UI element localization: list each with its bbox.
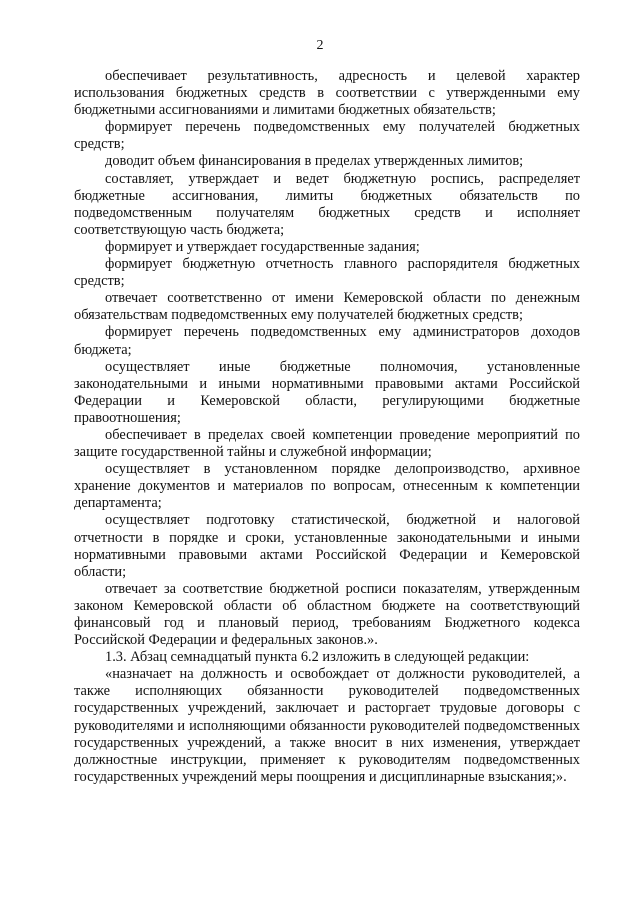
paragraph: обеспечивает в пределах своей компетенции проведение мероприятий по защите государственной тайны и служебной информации; bbox=[74, 426, 580, 461]
paragraph: осуществляет иные бюджетные полномочия, установленные законодательными и иными нормативными правовыми актами Российской Федерации и Кемеровской области, регулирующими бюджетные правоотношения; bbox=[74, 358, 580, 426]
paragraph: осуществляет в установленном порядке делопроизводство, архивное хранение документов и материалов по вопросам, отнесенным к компетенции департамента; bbox=[74, 461, 580, 512]
paragraph: формирует перечень подведомственных ему получателей бюджетных средств; bbox=[74, 119, 580, 153]
paragraph: доводит объем финансирования в пределах утвержденных лимитов; bbox=[105, 153, 524, 170]
paragraph: 1.3. Абзац семнадцатый пункта 6.2 изложить в следующей редакции: bbox=[105, 649, 530, 666]
paragraph: осуществляет подготовку статистической, бюджетной и налоговой отчетности в порядке и сроки, установленные законодательными и иными нормативными правовыми актами Российской Федерации и Кемеровской области; bbox=[74, 512, 580, 580]
paragraph: отвечает соответственно от имени Кемеровской области по денежным обязательствам подведомственных ему получателей бюджетных средств; bbox=[74, 290, 580, 324]
paragraph: составляет, утверждает и ведет бюджетную роспись, распределяет бюджетные ассигнования, лимиты бюджетных обязательств по подведомственным получателям бюджетных средств и исполняет соответствующую часть бюджета; bbox=[74, 170, 580, 238]
paragraph: «назначает на должность и освобождает от должности руководителей, а также исполняющих обязанности руководителей подведомственных государственных учреждений, заключает и расторгает трудовые договоры с руководителями и исполняющими обязанности руководителей подведомственных государственных учреждений, а также вносит в них изменения, утверждает должностные инструкции, применяет к руководителям подведомственных государственных учреждений меры поощрения и дисциплинарные взыскания;». bbox=[74, 666, 580, 785]
paragraph: обеспечивает результативность, адресность и целевой характер использования бюджетных средств в соответствии с утвержденными ему бюджетными ассигнованиями и лимитами бюджетных обязательств; bbox=[74, 68, 580, 119]
paragraph: формирует бюджетную отчетность главного распорядителя бюджетных средств; bbox=[74, 256, 580, 290]
page-number: 2 bbox=[316, 38, 324, 53]
document-body bbox=[74, 68, 580, 786]
paragraph: отвечает за соответствие бюджетной росписи показателям, утвержденным законом Кемеровской области об областном бюджете на соответствующий финансовый год и плановый период, требованиям Бюджетного кодекса Российской Федерации и федеральных законов.». bbox=[74, 580, 580, 649]
paragraph: формирует и утверждает государственные задания; bbox=[105, 238, 420, 255]
paragraph: формирует перечень подведомственных ему администраторов доходов бюджета; bbox=[74, 324, 580, 358]
